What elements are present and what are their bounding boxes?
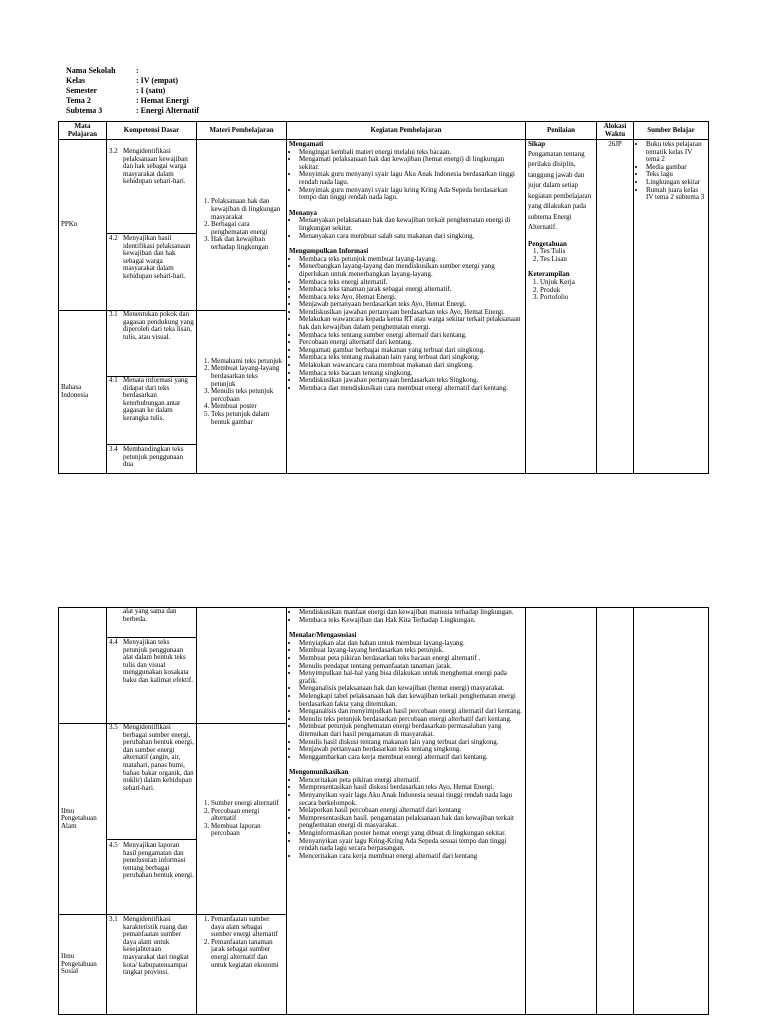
section-title: Mengamati	[289, 140, 324, 148]
list-item: • Menyanyikan syair lagu Aku Anak Indonesia sesuai tinggi rendah nada lagu secara berkelompok.	[299, 792, 523, 807]
list-item: • Menganalisis pelaksanaan hak dan kewajiban (hemat energi) masyarakat.	[299, 685, 523, 693]
list-item: • Mengingat kembali materi energi melalui teks bacaan.	[299, 149, 523, 157]
list-item: • Percobaan energi alternatif dari kentang.	[299, 339, 523, 347]
alokasi-cell	[597, 608, 634, 1015]
kd-item	[107, 377, 196, 445]
list-item: 1. Sumber energi alternatif	[211, 800, 284, 808]
kd-item	[109, 916, 194, 977]
subject-bindo: Bahasa Indonesia	[59, 311, 107, 474]
col-header-penilaian: Penilaian	[526, 122, 597, 140]
kd-text: Mengidentifikasi pelaksanaan kewajiban dan hak sebagai warga masyarakat dalam kehidupan sehari-hari.	[123, 147, 188, 186]
header-info	[66, 66, 199, 116]
list-item: • Mendiskusikan manfaat energi dan kewajiban manusia terhadap lingkungan.	[299, 609, 523, 617]
list-item: • Melakukan wawancara cara membuat makanan dari singkong.	[299, 362, 523, 370]
list-item: 1. Unjuk Kerja	[540, 279, 594, 287]
list-item: • Mempresentasikan hasil. pengamatan pelaksanaan hak dan kewajiban terkait penghematan energi di masyarakat.	[299, 815, 523, 830]
header-value: : IV (empat)	[136, 76, 179, 85]
alokasi-cell: 26JP	[597, 140, 634, 474]
kd-number: 3.5	[109, 723, 118, 731]
kd-text: Mengidentifikasi berbagai sumber energi, perubahan bentuk energi, dan sumber energi alternatif (angin, air, matahari, panas bumi, bahan bakar organik, dan nuklir) dalam kehidupan sehari-hari.	[123, 723, 194, 792]
sumber-cell	[634, 608, 709, 1015]
kegiatan-cell	[287, 608, 526, 1015]
list-item: • Menginformasikan poster hemat energi yang dibuat di lingkungan sekitar.	[299, 830, 523, 838]
kd-number: 4.4	[109, 638, 118, 646]
kd-cell	[107, 608, 197, 724]
sumber-list	[636, 141, 706, 202]
list-item: • Mendiskusikan jawaban pertanyaan berdasarkan teks Ayo, Hemat Energi.	[299, 309, 523, 317]
col-header-alokasi: Alokasi Waktu	[597, 122, 634, 140]
section-title: Sikap	[528, 140, 546, 148]
header-value: : I (satu)	[136, 86, 166, 95]
list-item: • Menanyakan cara membuat salah satu makanan dari singkong.	[299, 233, 523, 241]
list-item: • Membaca teks tentang sumber energi alternaif dari kentang.	[299, 332, 523, 340]
list-item: • Menyanyikan syair lagu Kring-Kring Ada Sepeda sesuai tempo dan tinggi rendah nada lagu secara berpasangan.	[299, 838, 523, 853]
kd-item	[107, 724, 196, 840]
list-item: • Mendiskusikan jawaban pertanyaan berdasarkan teks Singkong.	[299, 377, 523, 385]
list-item: 3. Portofolio	[540, 294, 594, 302]
materi-cell	[197, 140, 287, 311]
kd-number: 4.2	[109, 234, 118, 242]
kd-number: 4.1	[109, 376, 118, 384]
kd-cell	[107, 140, 197, 311]
list-item: • Menyiapkan alat dan bahan untuk membuat layang-layang.	[299, 640, 523, 648]
list-item: • Melaporkan hasil percobaan energi alternatif dari kentang	[299, 807, 523, 815]
syllabus-table-2	[58, 607, 709, 1015]
list-item: • Membaca dan mendiskusikan cara membuat energi alternatif dari kentang.	[299, 385, 523, 393]
list-item: • Melakukan wawancara kepada ketua RT atau warga sekitar terkait pelaksanaan hak dan kewajiban dalam penghematan energi.	[299, 316, 523, 331]
header-label: Tema 2	[66, 96, 91, 105]
kd-number: 3.1	[109, 310, 118, 318]
kd-number: 3.1	[109, 915, 118, 923]
list-item: • Membaca teks energi alternatif.	[299, 279, 523, 287]
list-item: • Menganalisis dan menyimpulkan hasil percobaan energi alternatif dari kentang.	[299, 708, 523, 716]
list-item: • Melengkapi tabel pelaksanaan hak dan kewajiban terkait penghematan energi berdasarkan fakta yang ditemukan.	[299, 693, 523, 708]
materi-cell	[197, 311, 287, 474]
materi-list	[199, 916, 284, 969]
header-label: Subtema 3	[66, 106, 103, 115]
list-item: • Membaca teks petunjuk membuat layang-layang.	[299, 256, 523, 264]
list-item: 3. Hak dan kewajiban terhadap lingkungan	[211, 236, 284, 251]
list-item: 2. Tes Lisan	[540, 256, 594, 264]
list-item: • Membaca teks tentang makanan lain yang terbuat dari singkong.	[299, 354, 523, 362]
kegiatan-list	[289, 609, 523, 624]
penilaian-cell	[526, 608, 597, 1015]
kegiatan-list	[289, 256, 523, 393]
list-item: • Membuat peta pikiran berdasarkan teks bacaan energi alternatif .	[299, 655, 523, 663]
sumber-cell	[634, 140, 709, 474]
list-item: 1. Pemanfaatan sumber daya alam sebagai sumber energi alternatif	[211, 916, 284, 939]
list-item: 2. Berbagai cara penghematan energi	[211, 221, 284, 236]
list-item: • Media gambar	[646, 164, 706, 172]
subject-cell	[59, 608, 107, 724]
kd-number: 4.5	[109, 841, 118, 849]
kd-text: Menyajikan laporan hasil pengamatan dan penelusuran informasi tentang berbagai perubahan bentuk energi.	[123, 841, 194, 880]
list-item: • Menerbangkan layang-layang dan mendiskusikan sumber energi yang diperlukan untuk menerbangkan layang-layang.	[299, 263, 523, 278]
header-row	[66, 66, 199, 76]
list-item: 5. Teks petunjuk dalam bentuk gambar	[211, 411, 284, 426]
kegiatan-list	[289, 149, 523, 202]
subject-ppkn: PPKn	[59, 140, 107, 311]
col-header-kd: Kompetensi Dasar	[107, 122, 197, 140]
materi-list	[199, 800, 284, 838]
list-item: 3. Membuat laporan percobaan	[211, 823, 284, 838]
list-item: • Menulis pendapat tentang pemanfaatan tanaman jarak.	[299, 663, 523, 671]
penilaian-cell	[526, 140, 597, 474]
header-row	[66, 86, 199, 96]
list-item: • Menulis teks petunjuk berdasarkan percobaan energi alterhatif dari kentang.	[299, 716, 523, 724]
list-item: • Mengamati gambar berbagai makanan yang terbuat dari singkong.	[299, 347, 523, 355]
kd-text: Menyajikan teks petunjuk penggunaan alat dalam bentuk teks tulis dan visual menggunakan kosakata baku dan kalimat efektif.	[123, 638, 193, 684]
penilaian-text: Pengamatan tentang perilaku disiplin, tanggung jawab dan jujur dalam setiap kegiatan pembelajaran yang dilakukan pada subtema Energi Alternatif.	[528, 149, 592, 232]
section-title: Pengetahuan	[528, 239, 567, 248]
section-title: Menalar/Mengasosiasi	[289, 631, 357, 640]
header-row	[66, 76, 199, 86]
list-item: 1. Tes Tulis	[540, 248, 594, 256]
list-item: 2. Produk	[540, 287, 594, 295]
kd-text: Membandingkan teks petunjuk penggunaan dua	[123, 445, 184, 469]
list-item: • Menyimpulkan hal-hal yang bisa dilakukan untuk menghemat energi pada grafik.	[299, 670, 523, 685]
list-item: 4. Membuat poster	[211, 403, 284, 411]
table-header-row	[59, 122, 709, 140]
list-item: 1. Memahami teks petunjuk	[211, 358, 284, 366]
list-item: • Membaca teks Ayo, Hemat Energi.	[299, 294, 523, 302]
table-row	[59, 608, 709, 724]
list-item: • Membuat layang-layang berdasarkan teks petunjuk.	[299, 647, 523, 655]
kd-item	[107, 638, 196, 686]
kd-cell	[107, 311, 197, 474]
header-label: Nama Sekolah	[66, 66, 116, 75]
header-value: : Energi Alternatif	[136, 106, 200, 115]
list-item: • Membaca teks Kewajiban dan Hak Kita Terhadap Lingkungan.	[299, 617, 523, 625]
list-item: 2. Percobaan energi alternatif	[211, 808, 284, 823]
kd-text: alat yang sama dan berbeda.	[107, 608, 196, 638]
table-row	[59, 140, 709, 311]
list-item: • Membuat petunjuk penghematan energi berdasarkan permasalahan yang ditemukan dari hasil pengamatan di masyarakat.	[299, 723, 523, 738]
list-item: • Menjawab pertanyaan berdasarkan teks Ayo, Hemat Energi.	[299, 301, 523, 309]
kd-number: 3.4	[109, 445, 118, 453]
kd-text: Mengidentifikasi karakteristik ruang dan pemanfaatan sumber daya alam untuk kesejahteraan masyarakat dari tingkat kota/ kabupatensampai tingkat provinsi.	[123, 915, 189, 977]
kd-item	[107, 840, 196, 882]
kd-cell	[107, 724, 197, 915]
keterampilan-list	[528, 279, 594, 302]
list-item: • Rumah juara kelas IV tema 2 subtema 3	[646, 187, 706, 202]
materi-cell	[197, 608, 287, 724]
list-item: 2. Pemanfaatan tanaman jarak sebagai sumber energi alternatif dan untuk kegiatan ekonomi	[211, 939, 284, 969]
list-item: • Membaca teks tanaman jarak sebagai energi alternatif.	[299, 286, 523, 294]
subject-ipa: Ilmu Pengetahuan Alam	[59, 724, 107, 915]
header-row	[66, 106, 199, 116]
list-item: • Menyimak guru menyanyi syair lagu kring Kring Ada Sepeda berdasarkan tempo dan tinggi rendah nada lagu.	[299, 187, 523, 202]
list-item: • Menceritakan peta pikiran energi alternatif.	[299, 777, 523, 785]
kd-item	[107, 140, 196, 234]
list-item: • Teks lagu	[646, 171, 706, 179]
col-header-mapel: Mata Pelajaran	[59, 122, 107, 140]
list-item: 3. Menulis teks petunjuk percobaan	[211, 388, 284, 403]
section-title: Menanya	[289, 208, 317, 217]
kd-item	[107, 234, 196, 282]
list-item: • Mempresentasikan hasil diskusi berdasarkan teks Ayo, Hemat Energi.	[299, 784, 523, 792]
list-item: • Mengamati pelaksanaan hak dan kewajiban (hemat energi) di lingkungan sekitar.	[299, 156, 523, 171]
list-item: • Lingkungan sekitar	[646, 179, 706, 187]
materi-list	[199, 358, 284, 426]
list-item: • Menulis hasil diskusi tentang makanan lain yang terbuat dari singkong.	[299, 739, 523, 747]
section-title: Mengomunikasikan	[289, 768, 349, 777]
col-header-materi: Materi Pembelajaran	[197, 122, 287, 140]
col-header-sumber: Sumber Belajar	[634, 122, 709, 140]
kd-item	[107, 445, 196, 470]
kd-text: Menentukan pokok dan gagasan pendukung yang diperoleh dari teks lisan, tulis, atau visual.	[123, 310, 194, 341]
materi-cell	[197, 724, 287, 915]
kd-number: 3.2	[109, 147, 118, 155]
header-value: : Hemat Energi	[136, 96, 189, 105]
list-item: • Menanyakan pelaksanaan hak dan kewajiban terkait penghematan energi di lingkungan sekitar.	[299, 217, 523, 232]
list-item: 1. Pelaksanaan hak dan kewajiban di lingkungan masyarakat	[211, 198, 284, 221]
kegiatan-list	[289, 640, 523, 762]
subject-ips: Ilmu Pengetahuan Sosial	[59, 915, 107, 1015]
list-item: • Buku teks pelajaran tematik kelas IV tema 2	[646, 141, 706, 164]
kd-text: Menyajikan hasil identifikasi pelaksanaan kewajiban dan hak sebagai warga masyarakat dalam kehidupan sehari-hari.	[123, 234, 191, 280]
list-item: • Menceritakan cara kerja membuat energi alternatif dari kentang	[299, 853, 523, 861]
list-item: • Menggambarkan cara kerja membuat energi alternatif dari kentang.	[299, 754, 523, 762]
section-title: Keterampilan	[528, 270, 570, 279]
kegiatan-list	[289, 777, 523, 861]
header-value: :	[136, 66, 139, 75]
materi-cell	[197, 915, 287, 1015]
header-row	[66, 96, 199, 106]
kd-text: Menata informasi yang didapat dari teks berdasarkan keterhubungan antar gagasan ke dalam kerangka tulis.	[123, 376, 188, 422]
pengetahuan-list	[528, 248, 594, 263]
kd-item	[107, 311, 196, 377]
list-item: • Menjawab pertanyaan berdasarkan teks tentang singkong.	[299, 746, 523, 754]
list-item: • Membaca teks bacaan tentang singkong.	[299, 370, 523, 378]
list-item: • Menyimak guru menyanyi syair lagu Aku Anak Indonesia berdasarkan tinggi rendah nada lagu.	[299, 171, 523, 186]
kd-cell	[107, 915, 197, 1015]
list-item: 2. Membuat layang-layang berdasarkan teks petunjuk	[211, 365, 284, 388]
header-label: Kelas	[66, 76, 86, 85]
header-label: Semester	[66, 86, 98, 95]
kegiatan-list	[289, 217, 523, 240]
section-title: Mengumpulkan Informasi	[289, 247, 369, 256]
kegiatan-cell	[287, 140, 526, 474]
materi-list	[199, 198, 284, 251]
syllabus-table-1	[58, 121, 709, 474]
col-header-kegiatan: Kegiatan Pembelajaran	[287, 122, 526, 140]
